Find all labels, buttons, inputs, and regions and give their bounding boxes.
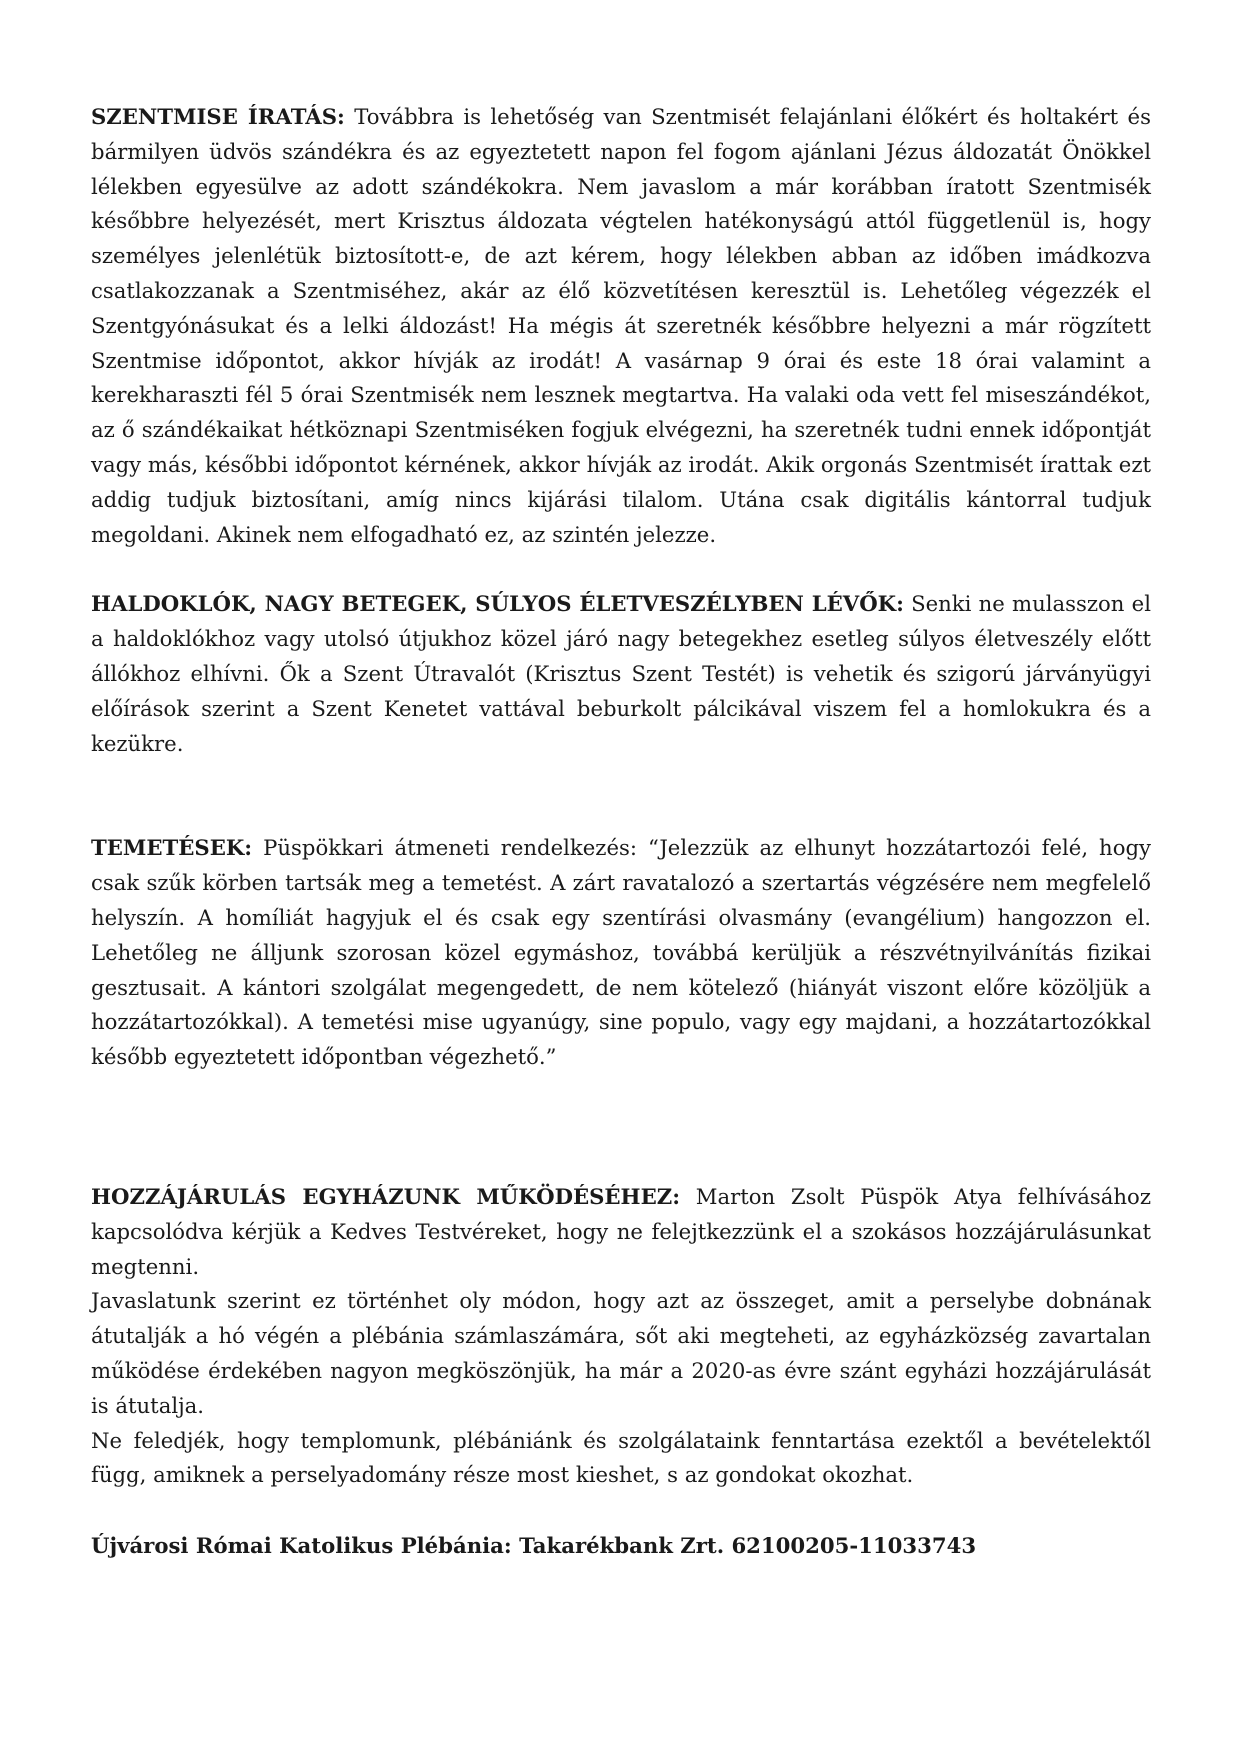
contribution-heading: HOZZÁJÁRULÁS EGYHÁZUNK MŰKÖDÉSÉHEZ: — [91, 1183, 681, 1209]
mass-intentions-paragraph — [91, 100, 1151, 552]
dying-paragraph — [91, 587, 1151, 761]
dying-heading: HALDOKLÓK, NAGY BETEGEK, SÚLYOS ÉLETVESZÉLYBEN LÉVŐK: — [91, 591, 904, 617]
bank-account-line: Újvárosi Római Katolikus Plébánia: Takarékbank Zrt. 62100205-11033743 — [91, 1533, 977, 1559]
section-funerals — [91, 831, 1151, 1075]
contribution-paragraph-3: Ne feledjék, hogy templomunk, plébániánk és szolgálataink fenntartása ezektől a bevételektől függ, amiknek a perselyadomány része most kieshet, s az gondokat okozhat. — [91, 1427, 1151, 1488]
funeral-heading: TEMETÉSEK: — [91, 835, 253, 861]
document-page — [91, 100, 1151, 1585]
contribution-paragraph — [91, 1180, 1151, 1284]
funeral-body: Püspökkari átmeneti rendelkezés: “Jelezzük az elhunyt hozzátartozói felé, hogy csak szűk körben tartsák meg a temetést. A zárt ravatalozó a szertartás végzésére nem megfelelő helyszín. A homíliát hagyjuk el és csak egy szentírási olvasmány (evangélium) hangozzon el. Lehetőleg ne álljunk szorosan közel egymáshoz, továbbá kerüljük a részvétnyilvánítás fizikai gesztusait. A kántori szolgálat megengedett, de nem kötelező (hiányát viszont előre közöljük a hozzátartozókkal). A temetési mise ugyanúgy, sine populo, vagy egy majdani, a hozzátartozókkal később egyeztetett időpontban végezhető.” — [91, 835, 1151, 1070]
contribution-body: Marton Zsolt Püspök Atya felhívásához kapcsolódva kérjük a Kedves Testvéreket, hogy ne felejtkezzünk el a szokásos hozzájárulásunkat megtenni. — [91, 1183, 1151, 1279]
section-dying-and-sick — [91, 587, 1151, 761]
section-church-contribution — [91, 1180, 1151, 1493]
contribution-paragraph-2: Javaslatunk szerint ez történhet oly módon, hogy azt az összeget, amit a perselybe dobnának átutalják a hó végén a plébánia számlaszámára, sőt aki megteheti, az egyházközség zavartalan működése érdekében nagyon megköszönjük, ha már a 2020-as évre szánt egyházi hozzájárulását is átutalja. — [91, 1288, 1151, 1418]
mass-intentions-body: Továbbra is lehetőség van Szentmisét felajánlani élőkért és holtakért és bármilyen üdvös szándékra és az egyeztetett napon fel fogom ajánlani Jézus áldozatát Önökkel lélekben egyesülve az adott szándékokra. Nem javaslom a már korábban íratott Szentmisék későbbre helyezését, mert Krisztus áldozata végtelen hatékonyságú attól függetlenül is, hogy személyes jelenlétük biztosított-e, de azt kérem, hogy lélekben abban az időben imádkozva csatlakozzanak a Szentmiséhez, akár az élő közvetítésen keresztül is. Lehetőleg végezzék el Szentgyónásukat és a lelki áldozást! Ha mégis át szeretnék későbbre helyezni a már rögzített Szentmise időpontot, akkor hívják az irodát! A vasárnap 9 órai és este 18 órai valamint a kerekharaszti fél 5 órai Szentmisék nem lesznek megtartva. Ha valaki oda vett fel miseszándékot, az ő szándékaikat hétköznapi Szentmiséken fogjuk elvégezni, ha szeretnék tudni ennek időpontját vagy más, későbbi időpontot kérnének, akkor hívják az irodát. Akik orgonás Szentmisét írattak ezt addig tudjuk biztosítani, amíg nincs kijárási tilalom. Utána csak digitális kántorral tudjuk megoldani. Akinek nem elfogadható ez, az szintén jelezze. — [91, 104, 1151, 547]
dying-body: Senki ne mulasszon el a haldoklókhoz vagy utolsó útjukhoz közel járó nagy betegekhez esetleg súlyos életveszély előtt állókhoz elhívni. Ők a Szent Útravalót (Krisztus Szent Testét) is vehetik és szigorú járványügyi előírások szerint a Szent Kenetet vattával beburkolt pálcikával viszem fel a homlokukra és a kezükre. — [91, 591, 1151, 756]
funeral-paragraph — [91, 831, 1151, 1075]
section-mass-intentions — [91, 100, 1151, 552]
mass-intentions-heading: SZENTMISE ÍRATÁS: — [91, 104, 345, 129]
